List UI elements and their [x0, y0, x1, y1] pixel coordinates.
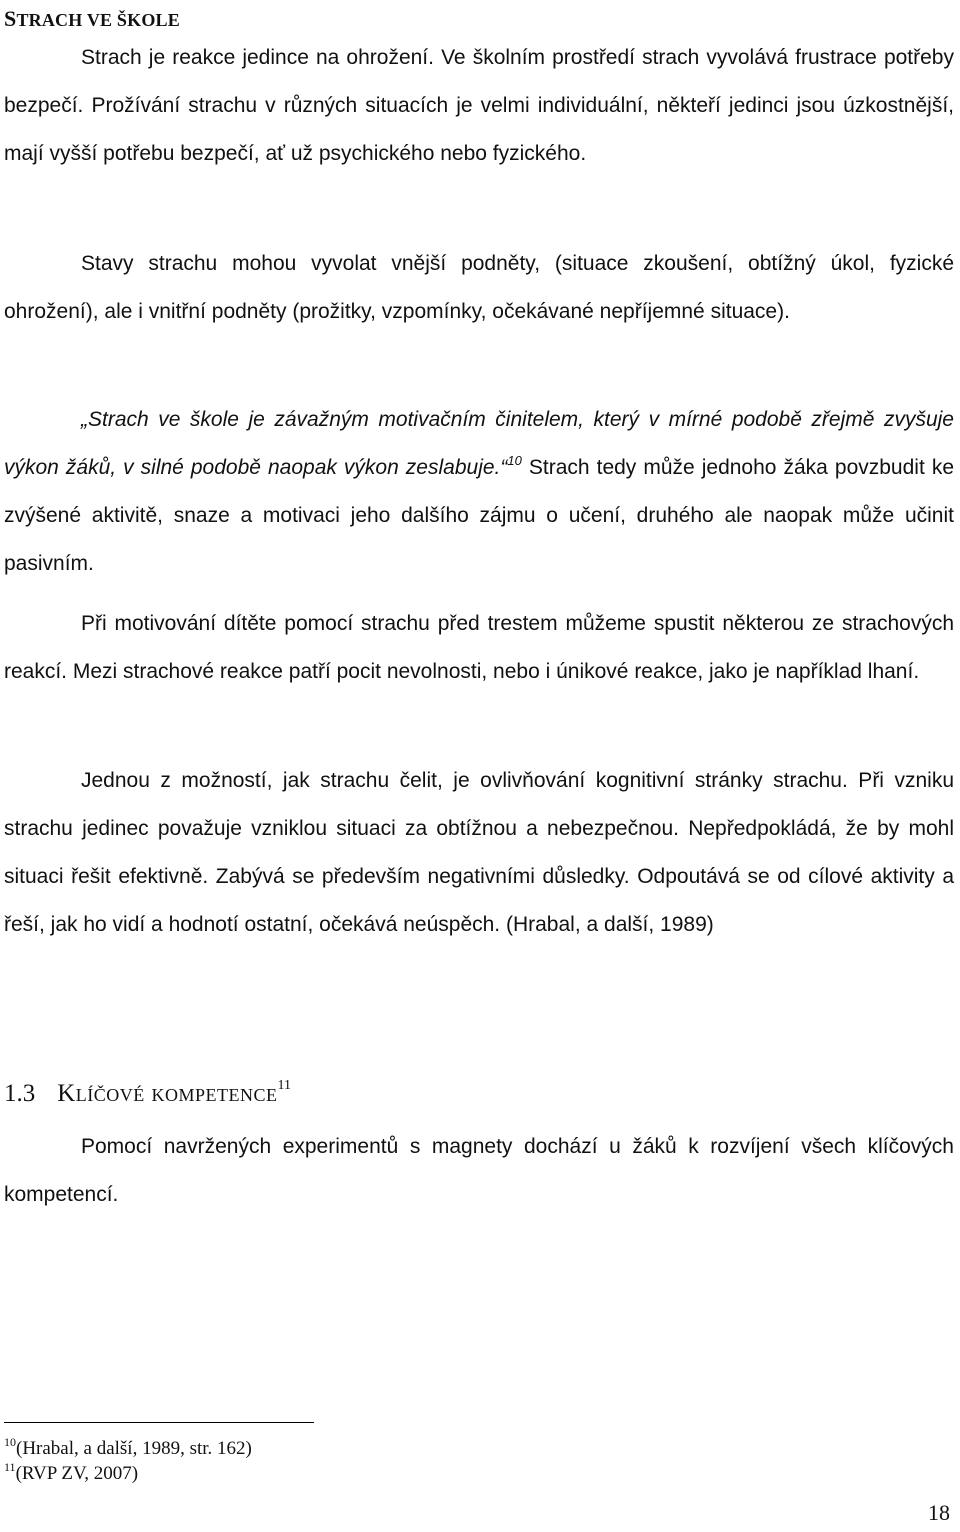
section-title [4, 1080, 291, 1108]
footnote-10 [4, 1436, 252, 1461]
heading-rest: TRACH VE ŠKOLE [16, 10, 180, 30]
paragraph-4-text: Při motivování dítěte pomocí strachu před trestem můžeme spustit některou ze strachových reakcí. Mezi strachové reakce patří pocit nevolnosti, nebo i únikové reakce, jako je například lhaní. [4, 612, 954, 683]
paragraph-1 [4, 34, 954, 178]
paragraph-3 [4, 396, 954, 588]
paragraph-2 [4, 240, 954, 336]
paragraph-4 [4, 600, 954, 696]
footnote-mark: 11 [4, 1460, 16, 1474]
footnote-separator [4, 1422, 314, 1423]
quote-text: „Strach ve škole je závažným motivačním činitelem, který v mírné podobě zřejmě zvyšuje výkon žáků, v silné podobě naopak výkon zeslabuje.“ [4, 408, 954, 479]
paragraph-5-text: Jednou z možností, jak strachu čelit, je ovlivňování kognitivní stránky strachu. Při vzniku strachu jedinec považuje vzniklou situaci za obtížnou a nebezpečnou. Nepředpokládá, že by mohl situaci řešit efektivně. Zabývá se především negativními důsledky. Odpoutává se od cílové aktivity a řeší, jak ho vidí a hodnotí ostatní, očekává neúspěch. (Hrabal, a další, 1989) [4, 769, 954, 936]
footnote-ref-11: 11 [277, 1078, 292, 1093]
paragraph-5 [4, 757, 954, 949]
section-paragraph-text: Pomocí navržených experimentů s magnety dochází u žáků k rozvíjení všech klíčových kompetencí. [4, 1135, 954, 1206]
footnote-text: (Hrabal, a další, 1989, str. 162) [16, 1438, 252, 1459]
footnote-text: (RVP ZV, 2007) [15, 1463, 139, 1484]
footnotes [4, 1436, 252, 1486]
section-heading [4, 6, 180, 32]
paragraph-1-text: Strach je reakce jedince na ohrožení. Ve školním prostředí strach vyvolává frustrace potřeby bezpečí. Prožívání strachu v různých situacích je velmi individuální, někteří jedinci jsou úzkostnější, mají vyšší potřebu bezpečí, ať už psychického nebo fyzického. [4, 46, 954, 165]
section-title-text: Klíčové kompetence [57, 1080, 278, 1107]
footnote-11 [4, 1461, 252, 1486]
footnote-ref-10: 10 [507, 453, 522, 468]
paragraph-2-text: Stavy strachu mohou vyvolat vnější podněty, (situace zkoušení, obtížný úkol, fyzické ohrožení), ale i vnitřní podněty (prožitky, vzpomínky, očekávané nepříjemné situace). [4, 252, 954, 323]
section-paragraph [4, 1123, 954, 1219]
section-number: 1.3 [4, 1080, 36, 1107]
page-number: 18 [928, 1500, 950, 1525]
footnote-mark: 10 [4, 1435, 16, 1449]
heading-initial: S [4, 6, 17, 31]
paragraph-3-text: Strach tedy může jednoho žáka povzbudit ke zvýšené aktivitě, snaze a motivaci jeho dalšího zájmu o učení, druhého ale naopak může učinit pasivním. [4, 456, 954, 575]
